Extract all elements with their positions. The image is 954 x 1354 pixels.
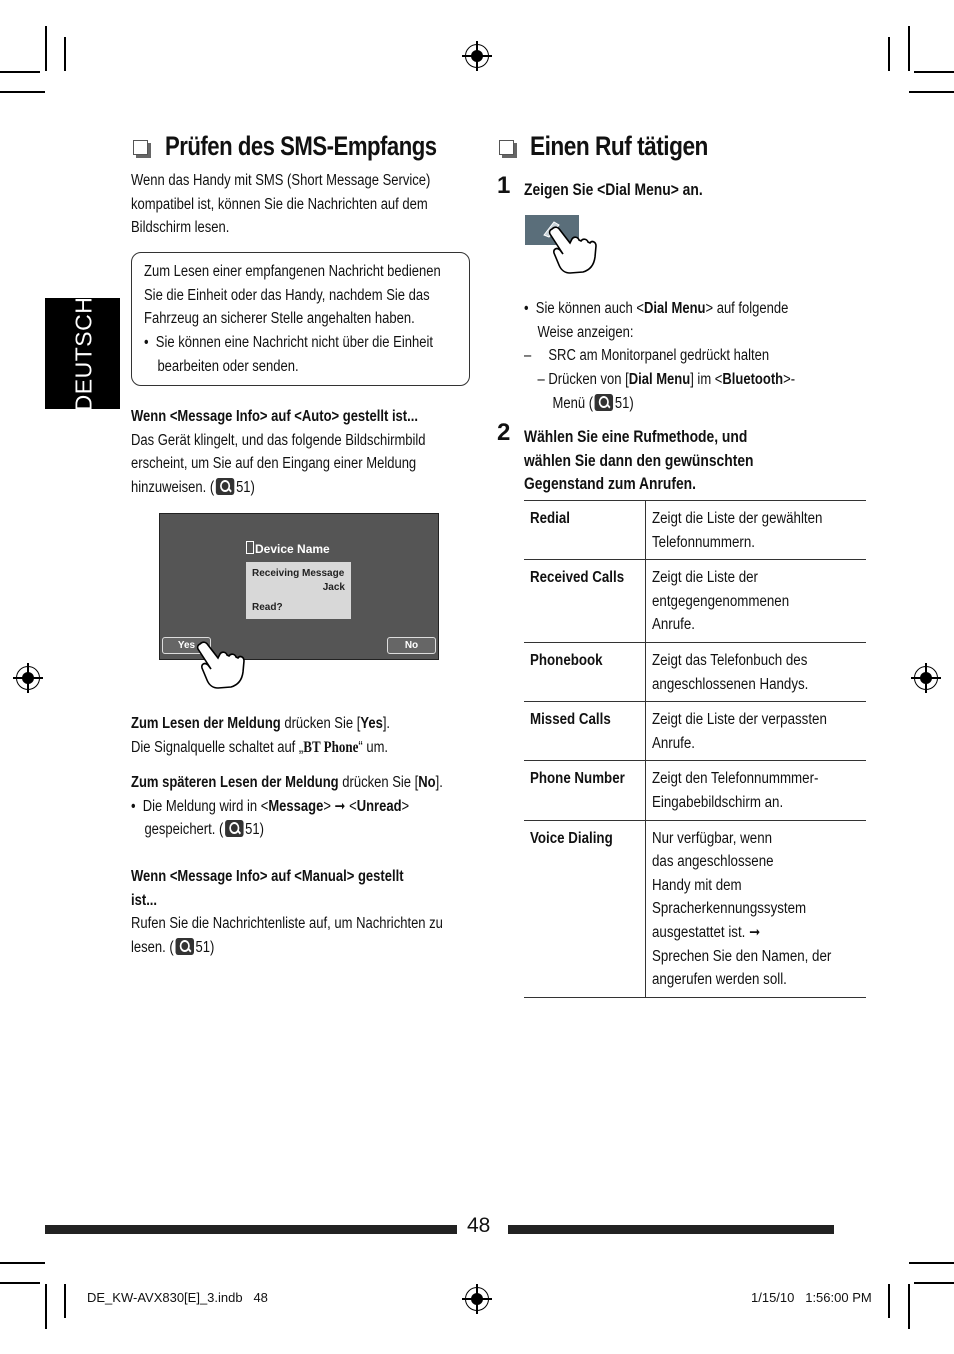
intro-line: kompatibel ist, können Sie die Nachrichten auf dem — [131, 195, 428, 213]
left-heading: Prüfen des SMS-Empfangs — [165, 131, 437, 161]
note-line: Sie die Einheit oder das Handy, nachdem Sie das — [144, 286, 430, 304]
table-value: entgegengenommenen — [652, 592, 790, 610]
later-bullet-line: gespeichert. ( 51) — [144, 821, 264, 839]
heading-square-icon — [133, 140, 148, 155]
step-2-line: wählen Sie dann den gewünschten — [524, 451, 754, 470]
table-value: Telefonnummern. — [652, 533, 756, 551]
popup-line: Receiving Message — [252, 568, 345, 579]
popup-question: Read? — [252, 602, 283, 613]
registration-mark-icon — [465, 1287, 489, 1311]
table-value: Zeigt den Telefonnummmer- — [652, 770, 819, 788]
table-value: Zeigt die Liste der verpassten — [652, 711, 828, 729]
reference-magnifier-icon — [216, 478, 234, 495]
arrow-icon: ➞ — [334, 797, 346, 815]
registration-mark-icon — [465, 44, 489, 68]
table-value: das angeschlossene — [652, 853, 774, 871]
step-1-text: Zeigen Sie <Dial Menu> an. — [524, 181, 703, 199]
table-key: Phonebook — [530, 651, 603, 669]
auto-line: Das Gerät klingelt, und das folgende Bildschirmbild — [131, 431, 426, 449]
table-row — [524, 501, 866, 560]
table-key: Phone Number — [530, 770, 625, 788]
table-value: Handy mit dem — [652, 876, 742, 894]
crop-mark — [45, 1284, 47, 1329]
table-row — [524, 702, 866, 761]
table-row — [524, 820, 866, 997]
dial-bullet-line: Weise anzeigen: — [537, 323, 634, 341]
auto-line: erscheint, um Sie auf den Eingang einer Meldung — [131, 455, 417, 473]
auto-heading: Wenn <Message Info> auf <Auto> gestellt ist... — [131, 408, 418, 425]
pointing-hand-icon — [546, 225, 602, 277]
note-bullet: • Sie können eine Nachricht nicht über die Einheit — [144, 334, 433, 352]
page-rule-right — [508, 1225, 834, 1234]
table-key: Voice Dialing — [530, 829, 613, 847]
table-value: Eingabebildschirm an. — [652, 793, 784, 811]
yes-button[interactable]: Yes — [162, 637, 211, 654]
table-value: angerufen werden soll. — [652, 971, 788, 989]
reference-magnifier-icon — [225, 820, 243, 837]
table-key: Redial — [530, 510, 571, 527]
pointing-hand-icon — [194, 640, 250, 690]
later-section — [131, 771, 502, 842]
table-row — [524, 761, 866, 820]
reference-magnifier-icon — [175, 938, 193, 955]
read-section — [131, 712, 439, 759]
crop-mark — [64, 37, 66, 71]
dash-item: – Drücken von [Dial Menu] im <Bluetooth>- — [537, 371, 796, 389]
crop-mark — [914, 71, 954, 73]
crop-mark — [64, 1284, 66, 1318]
heading-square-icon — [499, 140, 514, 155]
read-line: Zum Lesen der Meldung drücken Sie [Yes]. — [131, 715, 391, 732]
registration-mark-icon — [16, 666, 40, 690]
step-2-text — [524, 426, 797, 497]
step-2-number: 2 — [497, 419, 511, 446]
note-box — [131, 252, 470, 386]
manual-heading: ist... — [131, 891, 158, 909]
page-number: 48 — [467, 1214, 491, 1237]
page-rule-left — [45, 1225, 457, 1234]
crop-mark — [0, 1262, 45, 1264]
reference-magnifier-icon — [595, 394, 613, 411]
crop-mark — [888, 37, 890, 71]
step-2-line: Gegenstand zum Anrufen. — [524, 475, 696, 494]
auto-section — [131, 405, 482, 500]
phone-icon — [246, 541, 254, 554]
note-line: Zum Lesen einer empfangenen Nachricht bedienen — [144, 263, 441, 280]
table-key: Missed Calls — [530, 711, 611, 729]
step-1-number: 1 — [497, 172, 511, 199]
note-bullet-line: bearbeiten oder senden. — [157, 357, 299, 375]
right-heading: Einen Ruf tätigen — [530, 131, 708, 161]
crop-mark — [909, 91, 954, 93]
footer-file: DE_KW-AVX830[E]_3.indb 48 — [87, 1290, 268, 1305]
manual-heading: Wenn <Message Info> auf <Manual> gestellt — [131, 868, 404, 885]
message-popup — [246, 562, 351, 619]
dial-menu-notes — [524, 297, 847, 416]
crop-mark — [888, 1284, 890, 1318]
dash-item: – SRC am Monitorpanel gedrückt halten — [524, 347, 770, 365]
crop-mark — [0, 91, 45, 93]
left-intro — [131, 169, 487, 240]
intro-line: Wenn das Handy mit SMS (Short Message Service) — [131, 172, 431, 189]
later-bullet: • Die Meldung wird in <Message> ➞ <Unread> — [131, 797, 410, 815]
registration-mark-icon — [914, 666, 938, 690]
crop-mark — [914, 1282, 954, 1284]
table-value: Spracherkennungssystem — [652, 900, 807, 918]
table-value: Anrufe. — [652, 616, 696, 634]
language-tab — [45, 296, 120, 412]
table-row — [524, 642, 866, 701]
language-tab-label: DEUTSCH — [70, 296, 97, 412]
table-value: angeschlossenen Handys. — [652, 675, 809, 693]
crop-mark — [45, 26, 47, 71]
call-methods-table — [524, 500, 866, 998]
crop-mark — [909, 1262, 954, 1264]
intro-line: Bildschirm lesen. — [131, 219, 230, 237]
table-value: ausgestattet ist. ➞ — [652, 923, 761, 941]
manual-section — [131, 865, 502, 960]
footer-date: 1/15/10 1:56:00 PM — [751, 1290, 872, 1305]
popup-sender: Jack — [322, 582, 345, 593]
table-value: Zeigt die Liste der — [652, 569, 759, 587]
table-value: Anrufe. — [652, 734, 696, 752]
later-line: Zum späteren Lesen der Meldung drücken Sie [No]. — [131, 774, 443, 791]
crop-mark — [908, 1284, 910, 1329]
dash-item-line: Menü ( 51) — [552, 394, 634, 412]
dial-bullet: • Sie können auch <Dial Menu> auf folgende — [524, 300, 789, 317]
table-key: Received Calls — [530, 569, 625, 587]
table-value: Zeigt die Liste der gewählten — [652, 510, 823, 527]
device-screen — [159, 513, 439, 660]
auto-line: hinzuweisen. ( 51) — [131, 479, 255, 497]
table-value: Zeigt das Telefonbuch des — [652, 651, 808, 669]
table-value: Nur verfügbar, wenn — [652, 829, 773, 847]
no-button[interactable]: No — [387, 637, 436, 654]
crop-mark — [908, 26, 910, 71]
note-line: Fahrzeug an sicherer Stelle angehalten haben. — [144, 310, 415, 328]
table-value: Sprechen Sie den Namen, der — [652, 947, 832, 965]
source-line: Die Signalquelle schaltet auf „BT Phone“ um. — [131, 738, 389, 756]
manual-line: lesen. ( 51) — [131, 939, 215, 957]
table-row — [524, 560, 866, 643]
crop-mark — [0, 1282, 40, 1284]
manual-line: Rufen Sie die Nachrichtenliste auf, um Nachrichten zu — [131, 915, 443, 933]
device-name-label: Device Name — [246, 541, 330, 556]
crop-mark — [0, 71, 40, 73]
step-2-line: Wählen Sie eine Rufmethode, und — [524, 428, 748, 446]
